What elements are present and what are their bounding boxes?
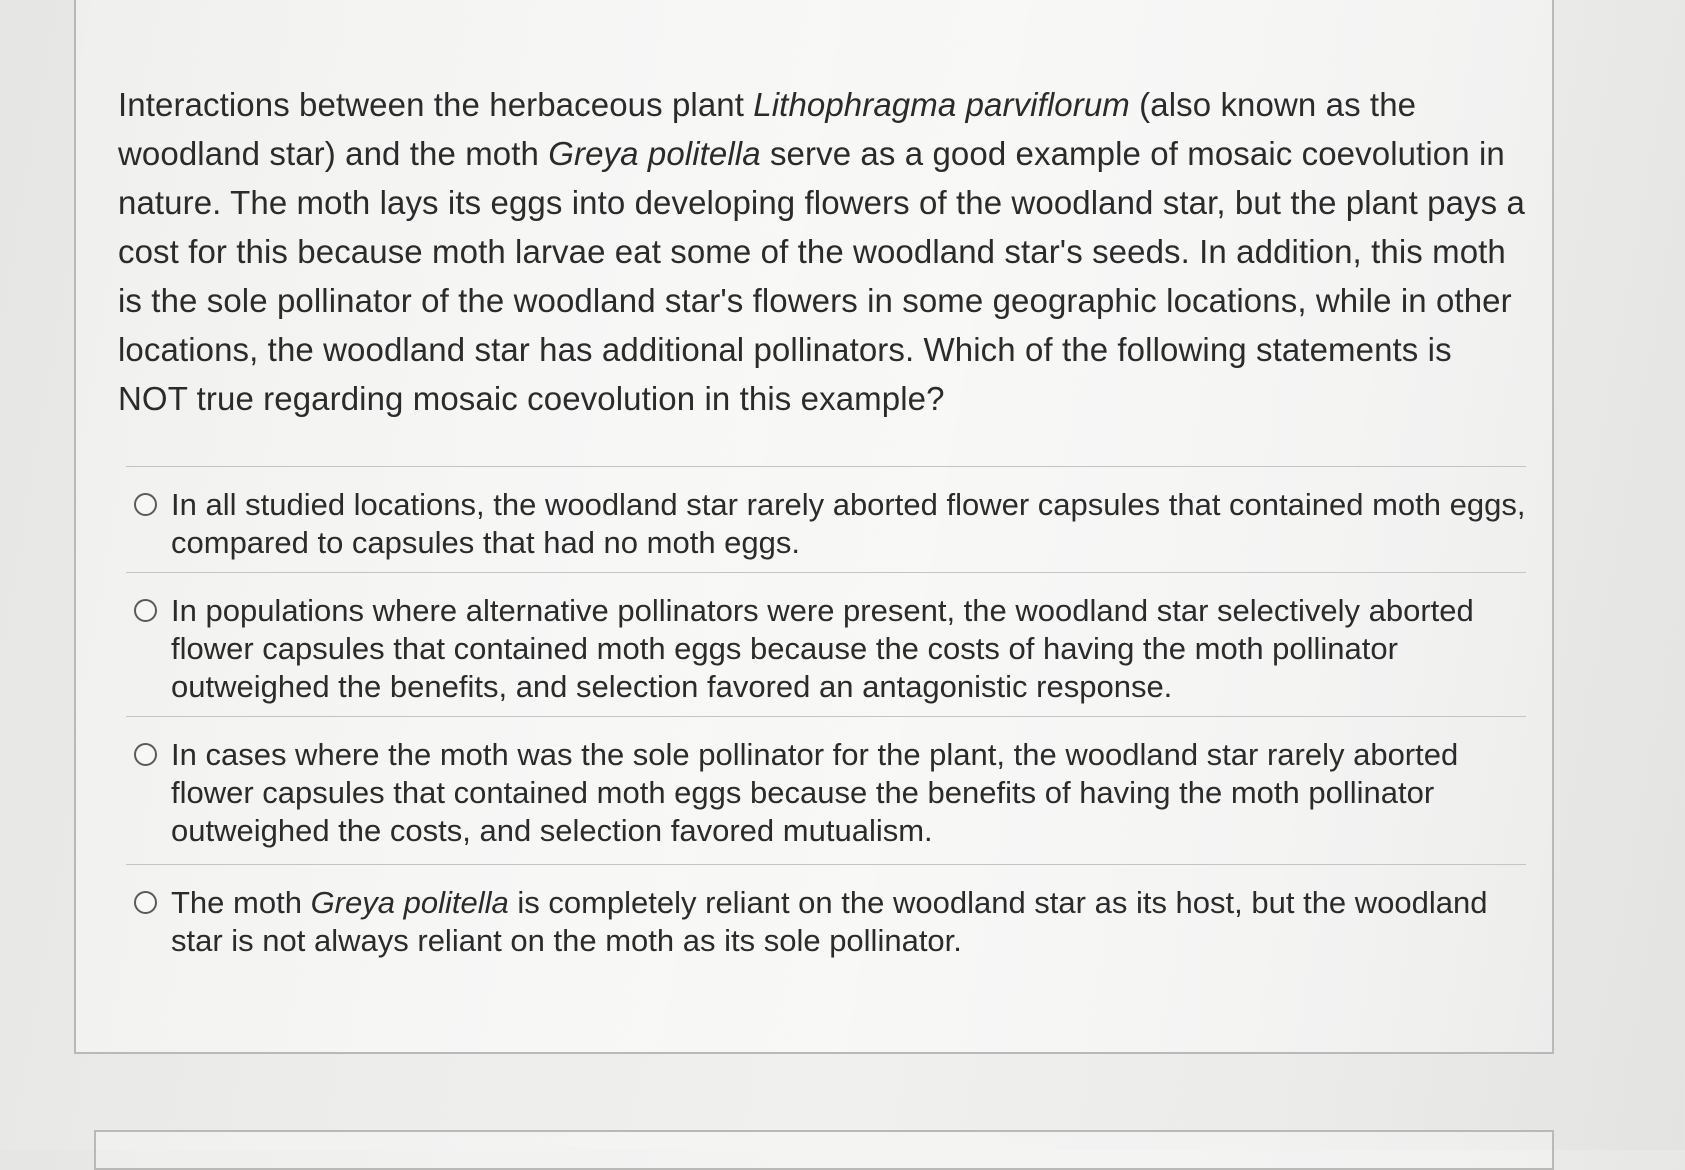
question-part-3: serve as a good example of mosaic coevolution in nature. The moth lays its eggs into developing flowers of the woodland star, but the plant pays a cost for this because moth larvae eat some of the woodland star's seeds. In addition, this moth is the sole pollinator of the woodland star's flowers in some geographic locations, while in other locations, the woodland star has additional pollinators. Which of the following statements is NOT true regarding mosaic coevolution in this example? xyxy=(118,135,1525,417)
answer-option-1[interactable] xyxy=(134,486,1534,562)
next-question-card xyxy=(94,1130,1554,1170)
radio-button[interactable] xyxy=(134,493,157,516)
answer-option-3[interactable] xyxy=(134,736,1534,850)
answer-option-3-text[interactable]: In cases where the moth was the sole pollinator for the plant, the woodland star rarely aborted flower capsules that contained moth eggs because the benefits of having the moth pollinator outweighed the costs, and selection favored mutualism. xyxy=(171,737,1459,848)
question-part-2: (also known as the woodland star) and the moth xyxy=(118,86,1417,172)
answer-option-2[interactable] xyxy=(134,592,1534,706)
divider xyxy=(126,716,1526,717)
radio-button[interactable] xyxy=(134,891,157,914)
plant-species-name: Lithophragma parviflorum xyxy=(753,86,1130,123)
moth-species-name: Greya politella xyxy=(548,135,761,172)
divider xyxy=(126,466,1526,467)
question-part-1: Interactions between the herbaceous plant xyxy=(118,86,754,123)
answer-option-4-text[interactable] xyxy=(171,884,1534,960)
moth-species-name: Greya politella xyxy=(310,885,509,920)
answer-option-4-suffix: is completely reliant on the woodland star as its host, but the woodland star is not always reliant on the moth as its sole pollinator. xyxy=(171,885,1488,958)
answer-option-1-text[interactable]: In all studied locations, the woodland star rarely aborted flower capsules that contained moth eggs, compared to capsules that had no moth eggs. xyxy=(171,487,1526,560)
answer-option-2-text[interactable]: In populations where alternative pollinators were present, the woodland star selectively aborted flower capsules that contained moth eggs because the costs of having the moth pollinator outweighed the benefits, and selection favored an antagonistic response. xyxy=(171,593,1474,704)
answer-option-4[interactable] xyxy=(134,884,1534,960)
radio-button[interactable] xyxy=(134,743,157,766)
divider xyxy=(126,864,1526,865)
divider xyxy=(126,572,1526,573)
radio-button[interactable] xyxy=(134,599,157,622)
question-text xyxy=(118,80,1528,423)
answer-option-4-prefix: The moth xyxy=(171,885,311,920)
question-card xyxy=(74,0,1554,1054)
